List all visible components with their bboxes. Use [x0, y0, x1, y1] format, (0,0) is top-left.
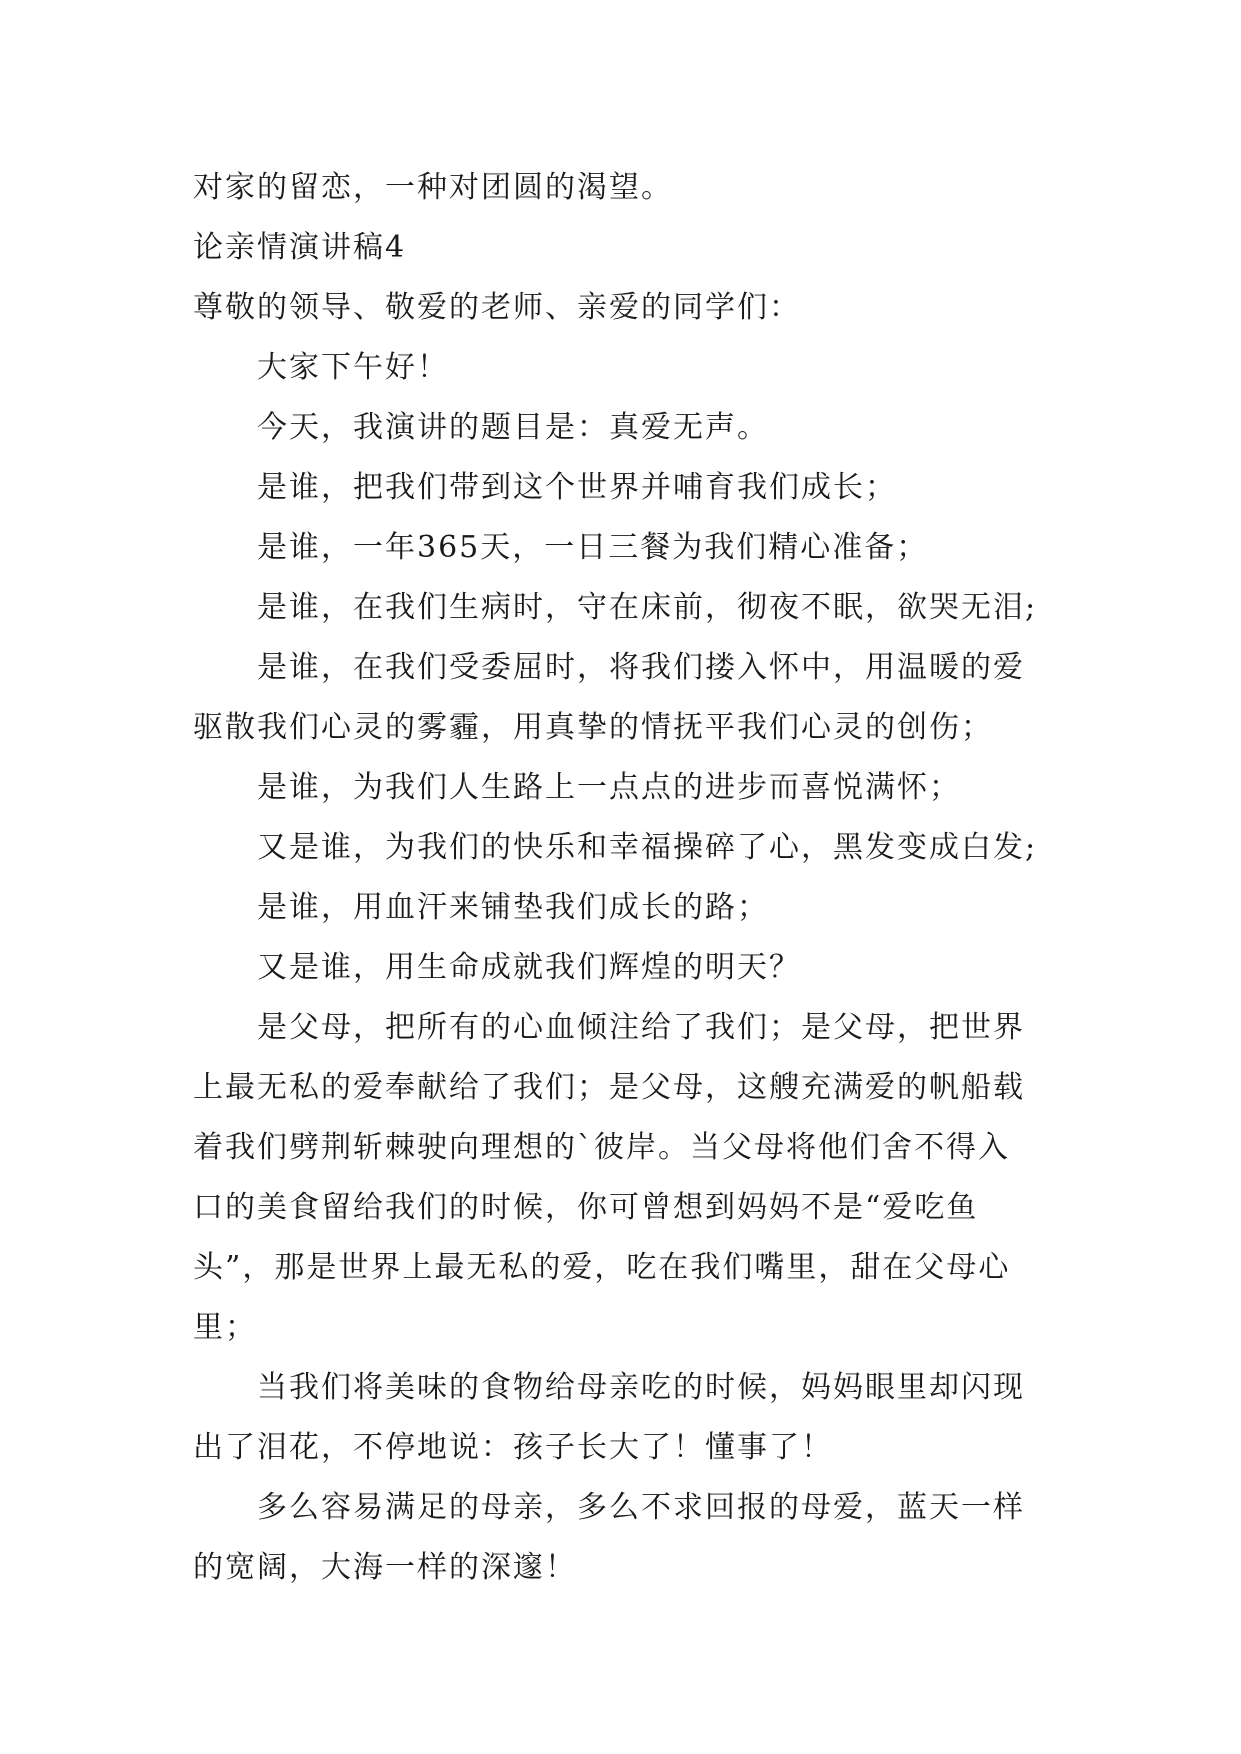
text-line: 是谁，把我们带到这个世界并哺育我们成长； — [257, 470, 897, 505]
salutation: 尊敬的领导、敬爱的老师、亲爱的同学们： — [193, 290, 801, 325]
document-body — [193, 158, 1063, 1598]
text-line: 是谁，用血汗来铺垫我们成长的路； — [257, 890, 769, 925]
text-line: 是父母，把所有的心血倾注给了我们；是父母，把世界 — [257, 1010, 1025, 1045]
text-line: 是谁，在我们受委屈时，将我们搂入怀中，用温暖的爱 — [257, 650, 1025, 685]
text-line: 驱散我们心灵的雾霾，用真挚的情抚平我们心灵的创伤； — [193, 710, 993, 745]
text-line: 出了泪花，不停地说：孩子长大了！懂事了！ — [193, 1430, 833, 1465]
text-line: 上最无私的爱奉献给了我们；是父母，这艘充满爱的帆船载 — [193, 1070, 1025, 1105]
section-heading: 论亲情演讲稿4 — [193, 230, 407, 265]
text-line: 着我们劈荆斩棘驶向理想的`彼岸。当父母将他们舍不得入 — [193, 1130, 1010, 1165]
text-line: 又是谁，为我们的快乐和幸福操碎了心，黑发变成白发; — [257, 830, 1038, 865]
text-line: 对家的留恋，一种对团圆的渴望。 — [193, 170, 673, 205]
text-line: 大家下午好！ — [257, 350, 449, 385]
text-line: 口的美食留给我们的时候，你可曾想到妈妈不是“爱吃鱼 — [193, 1190, 979, 1225]
text-line: 的宽阔，大海一样的深邃！ — [193, 1550, 577, 1585]
text-line: 又是谁，用生命成就我们辉煌的明天？ — [257, 950, 801, 985]
text-line: 多么容易满足的母亲，多么不求回报的母爱，蓝天一样 — [257, 1490, 1025, 1525]
text-line: 是谁，一年365天，一日三餐为我们精心准备； — [257, 530, 929, 565]
text-line: 今天，我演讲的题目是：真爱无声。 — [257, 410, 769, 445]
text-line: 是谁，在我们生病时，守在床前，彻夜不眠，欲哭无泪; — [257, 590, 1038, 625]
text-line: 是谁，为我们人生路上一点点的进步而喜悦满怀； — [257, 770, 961, 805]
text-line: 里； — [193, 1310, 257, 1345]
text-line: 当我们将美味的食物给母亲吃的时候，妈妈眼里却闪现 — [257, 1370, 1025, 1405]
text-line: 头”，那是世界上最无私的爱，吃在我们嘴里，甜在父母心 — [193, 1250, 1011, 1285]
